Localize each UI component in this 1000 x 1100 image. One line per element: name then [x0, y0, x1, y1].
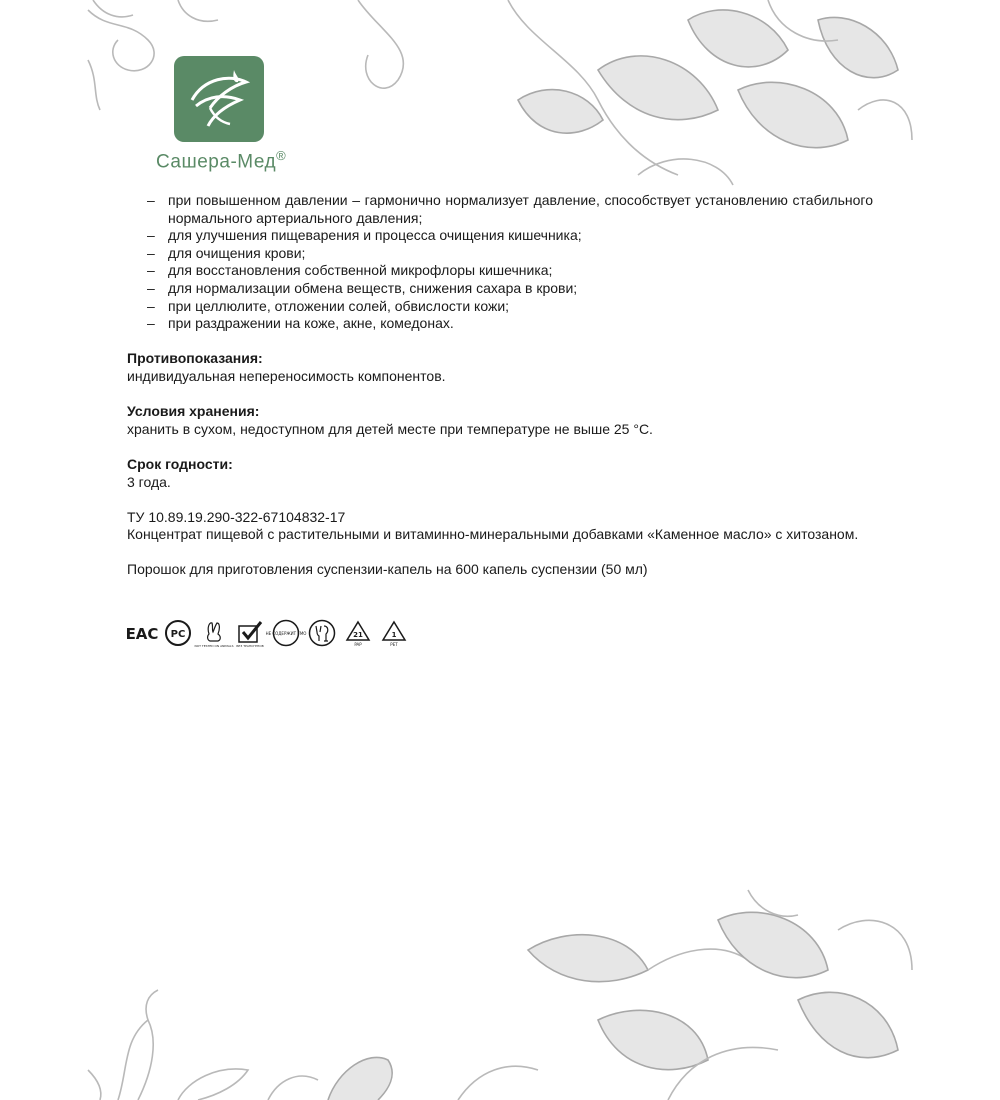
no-transgenes-icon-text: БЕЗ ТРАНСГЕНОВ [236, 644, 264, 648]
recycle-21-pap-icon [343, 618, 373, 648]
no-transgenes-icon [235, 618, 265, 648]
document-body [127, 192, 873, 579]
storage-text: хранить в сухом, недоступном для детей месте при температуре не выше 25 °С. [127, 420, 653, 437]
certification-marks [127, 618, 409, 648]
shelf-life-section [127, 456, 873, 491]
list-bullet: – [147, 279, 155, 296]
recycle-1-label: PET [390, 642, 398, 647]
food-safe-icon [307, 618, 337, 648]
registered-mark: ® [276, 148, 287, 163]
brand-name [156, 148, 326, 173]
brand-logo [156, 56, 326, 173]
list-item-text: при целлюлите, отложении солей, обвислости кожи; [168, 297, 510, 314]
product-form-section [127, 561, 873, 579]
shelf-life-title: Срок годности: [127, 455, 233, 472]
list-item-text: при повышенном давлении – гармонично нормализует давление, способствует установлению стабильного нормального артериального давления; [168, 192, 873, 226]
leaf-bird-icon [174, 56, 264, 142]
uses-list [127, 192, 873, 333]
tu-section [127, 509, 873, 544]
brand-name-text: Сашера-Мед [156, 151, 277, 173]
list-bullet: – [147, 297, 155, 314]
list-bullet: – [147, 315, 155, 332]
list-item [127, 245, 873, 263]
no-gmo-icon-text: НЕ СОДЕРЖИТ ГМО [265, 631, 307, 636]
list-bullet: – [147, 262, 155, 279]
recycle-1-pet-icon [379, 618, 409, 648]
list-item-text: для восстановления собственной микрофлоры кишечника; [168, 262, 553, 279]
list-item [127, 280, 873, 298]
list-item-text: для нормализации обмена веществ, снижения сахара в крови; [168, 279, 578, 296]
storage-section [127, 403, 873, 438]
contraindications-section [127, 350, 873, 385]
floral-bottom-left-icon [88, 990, 418, 1100]
list-item-text: для очищения крови; [168, 244, 306, 261]
tu-code: ТУ 10.89.19.290-322-67104832-17 [127, 508, 346, 525]
list-item [127, 315, 873, 333]
no-gmo-icon [265, 618, 307, 648]
recycle-21-number: 21 [353, 631, 363, 639]
eac-icon [127, 618, 157, 648]
floral-top-right-icon [338, 0, 912, 200]
recycle-21-label: PAP [354, 642, 362, 647]
list-item [127, 227, 873, 245]
document-page [88, 0, 912, 1100]
list-bullet: – [147, 244, 155, 261]
eac-icon-text: ЕАС [125, 625, 159, 643]
list-item [127, 192, 873, 227]
list-bullet: – [147, 192, 155, 208]
tu-description: Концентрат пищевой с растительными и витаминно-минеральными добавками «Каменное масло» с хитозаном. [127, 526, 859, 543]
not-tested-on-animals-icon [194, 618, 234, 648]
list-item-text: при раздражении на коже, акне, комедонах. [168, 315, 454, 332]
shelf-life-text: 3 года. [127, 473, 171, 490]
not-tested-icon-text: NOT TESTED ON ANIMALS [194, 644, 234, 648]
storage-title: Условия хранения: [127, 403, 260, 420]
contraindications-text: индивидуальная непереносимость компонентов. [127, 367, 446, 384]
list-item [127, 298, 873, 316]
list-bullet: – [147, 227, 155, 244]
floral-bottom-right-icon [418, 890, 912, 1100]
list-item-text: для улучшения пищеварения и процесса очищения кишечника; [168, 227, 582, 244]
contraindications-title: Противопоказания: [127, 350, 263, 367]
logo-emblem [174, 56, 264, 142]
rst-icon [163, 618, 193, 648]
list-item [127, 262, 873, 280]
rst-icon-text: РС [170, 629, 186, 640]
product-form-text: Порошок для приготовления суспензии-капель на 600 капель суспензии (50 мл) [127, 561, 648, 578]
recycle-1-number: 1 [391, 631, 397, 639]
